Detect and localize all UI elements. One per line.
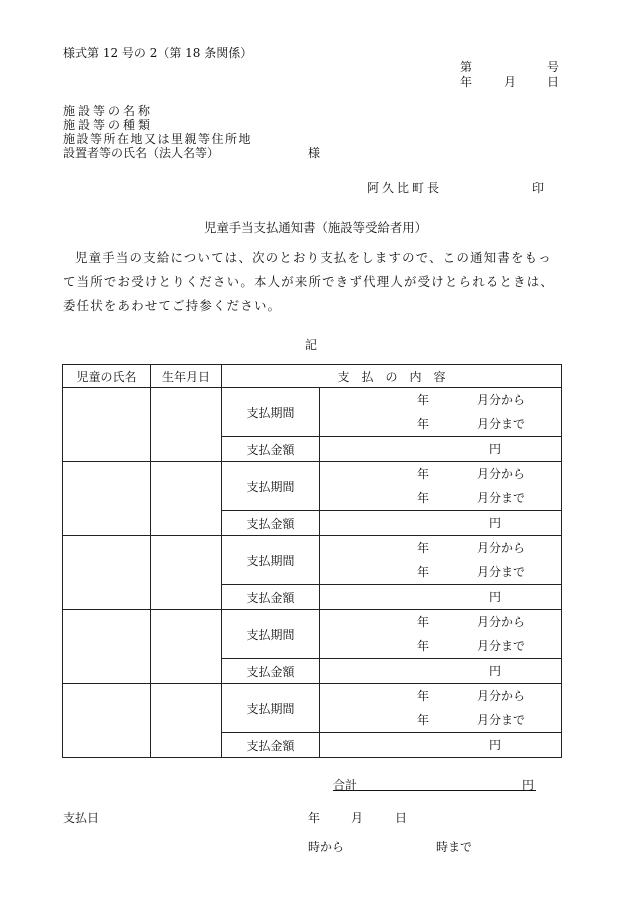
seal-mark: 印 (532, 181, 545, 195)
yen-label: 円 (489, 664, 502, 678)
to-label: 月分まで (477, 491, 526, 505)
table-row (63, 536, 562, 585)
period-label: 支払期間 (222, 462, 320, 511)
child-name-cell[interactable] (63, 462, 151, 536)
total-line[interactable] (333, 776, 536, 791)
from-label: 月分から (477, 689, 526, 703)
period-label: 支払期間 (222, 610, 320, 659)
birth-date-cell[interactable] (151, 388, 222, 462)
to-label: 月分まで (477, 639, 526, 653)
amount-value[interactable] (320, 659, 562, 684)
period-value[interactable] (320, 684, 562, 733)
table-row (63, 610, 562, 659)
payment-date-label: 支払日 (63, 811, 100, 825)
year-label: 年 (417, 393, 430, 407)
ki-mark: 記 (305, 338, 318, 352)
yen-label: 円 (489, 516, 502, 530)
body-text: 児童手当の支給については、次のとおり支払をしますので、この通知書をもって当所でお受けとりください。本人が来所できず代理人が受けとられるときは、委任状をあわせてご持参ください。 (63, 250, 555, 313)
child-name-cell[interactable] (63, 536, 151, 610)
date-day-label: 日 (547, 75, 560, 89)
payment-table (62, 364, 562, 758)
total-label: 合計 (333, 778, 358, 792)
child-name-cell[interactable] (63, 684, 151, 758)
year-label: 年 (417, 713, 430, 727)
date-year-label: 年 (460, 75, 473, 89)
issuer-name: 阿久比町長 (367, 181, 443, 195)
year-label: 年 (417, 541, 430, 555)
facility-type-label: 施設等の種類 (63, 118, 154, 132)
honorific: 様 (308, 146, 321, 160)
header-child-name: 児童の氏名 (63, 365, 151, 388)
table-row (63, 462, 562, 511)
amount-label: 支払金額 (222, 437, 320, 462)
from-label: 月分から (477, 541, 526, 555)
period-label: 支払期間 (222, 684, 320, 733)
birth-date-cell[interactable] (151, 462, 222, 536)
child-name-cell[interactable] (63, 610, 151, 684)
year-label: 年 (417, 615, 430, 629)
date-month-label: 月 (504, 75, 517, 89)
facility-name-label: 施設等の名称 (63, 104, 154, 118)
period-value[interactable] (320, 462, 562, 511)
from-time-label: 時から (308, 840, 345, 854)
form-label: 様式第 12 号の 2（第 18 条関係） (63, 46, 253, 60)
birth-date-cell[interactable] (151, 684, 222, 758)
to-label: 月分まで (477, 565, 526, 579)
payment-month-label: 月 (351, 811, 364, 825)
amount-value[interactable] (320, 585, 562, 610)
table-row (63, 684, 562, 733)
birth-date-cell[interactable] (151, 536, 222, 610)
period-label: 支払期間 (222, 388, 320, 437)
facility-address-label: 施設等所在地又は里親等住所地 (63, 132, 253, 146)
amount-value[interactable] (320, 733, 562, 758)
amount-label: 支払金額 (222, 733, 320, 758)
table-header-row (63, 365, 562, 388)
to-label: 月分まで (477, 417, 526, 431)
year-label: 年 (417, 689, 430, 703)
amount-label: 支払金額 (222, 585, 320, 610)
amount-label: 支払金額 (222, 659, 320, 684)
header-birth-date: 生年月日 (151, 365, 222, 388)
from-label: 月分から (477, 393, 526, 407)
table-row (63, 388, 562, 437)
from-label: 月分から (477, 467, 526, 481)
payment-year-label: 年 (308, 811, 321, 825)
year-label: 年 (417, 467, 430, 481)
period-value[interactable] (320, 388, 562, 437)
birth-date-cell[interactable] (151, 610, 222, 684)
yen-label: 円 (489, 590, 502, 604)
amount-value[interactable] (320, 511, 562, 536)
to-label: 月分まで (477, 713, 526, 727)
header-details: 支 払 の 内 容 (222, 365, 562, 388)
number-suffix: 号 (547, 60, 560, 74)
yen-label: 円 (489, 738, 502, 752)
year-label: 年 (417, 565, 430, 579)
year-label: 年 (417, 491, 430, 505)
amount-label: 支払金額 (222, 511, 320, 536)
amount-value[interactable] (320, 437, 562, 462)
total-yen: 円 (522, 778, 535, 792)
number-prefix: 第 (460, 60, 473, 74)
founder-name-label: 設置者等の氏名（法人名等） (63, 146, 220, 160)
from-label: 月分から (477, 615, 526, 629)
year-label: 年 (417, 417, 430, 431)
to-time-label: 時まで (436, 840, 473, 854)
period-label: 支払期間 (222, 536, 320, 585)
yen-label: 円 (489, 442, 502, 456)
year-label: 年 (417, 639, 430, 653)
period-value[interactable] (320, 610, 562, 659)
period-value[interactable] (320, 536, 562, 585)
payment-day-label: 日 (395, 811, 408, 825)
child-name-cell[interactable] (63, 388, 151, 462)
document-title: 児童手当支払通知書（施設等受給者用） (204, 220, 428, 235)
